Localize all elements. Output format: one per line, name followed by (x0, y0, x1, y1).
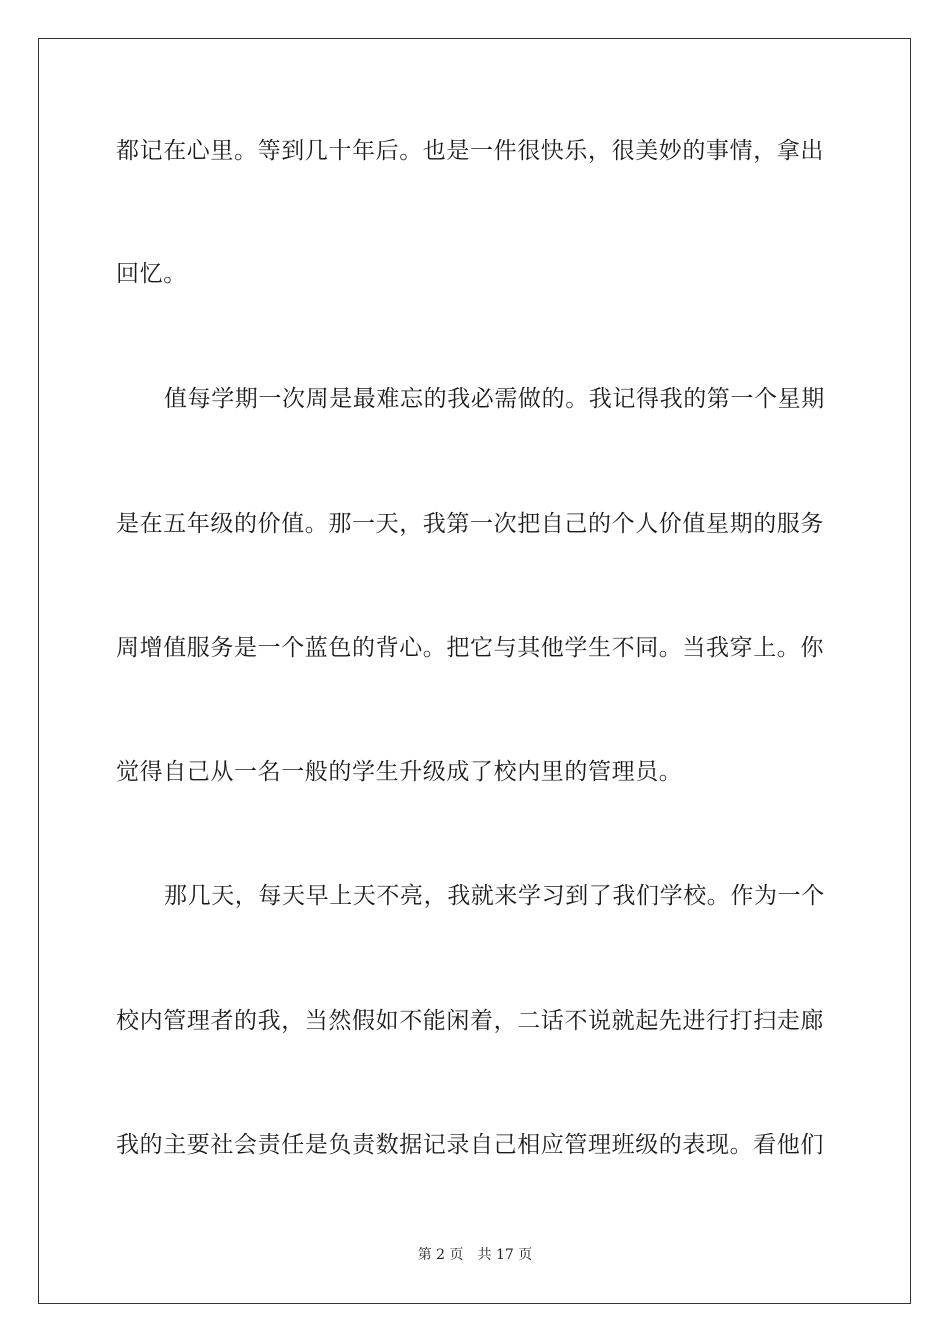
body-text-line: 我的主要社会责任是负责数据记录自己相应管理班级的表现。看他们 (116, 1132, 824, 1158)
page-total: 共 17 页 (477, 1247, 533, 1263)
body-text-line: 校内管理者的我，当然假如不能闲着，二话不说就起先进行打扫走廊 (116, 1008, 824, 1034)
body-text-line: 回忆。 (116, 261, 187, 287)
body-text-line: 是在五年级的价值。那一天，我第一次把自己的个人价值星期的服务 (116, 511, 824, 537)
page-number: 第 2 页 (417, 1247, 464, 1263)
body-text-line: 周增值服务是一个蓝色的背心。把它与其他学生不同。当我穿上。你 (116, 635, 824, 661)
paragraph-start-line: 那几天，每天早上天不亮，我就来学习到了我们学校。作为一个 (164, 883, 825, 909)
page-footer (0, 1246, 950, 1264)
body-text-line: 觉得自己从一名一般的学生升级成了校内里的管理员。 (116, 759, 683, 785)
paragraph-start-line: 值每学期一次周是最难忘的我必需做的。我记得我的第一个星期 (164, 386, 825, 412)
body-text-line: 都记在心里。等到几十年后。也是一件很快乐，很美妙的事情，拿出 (116, 138, 824, 164)
page-border (38, 38, 911, 1304)
